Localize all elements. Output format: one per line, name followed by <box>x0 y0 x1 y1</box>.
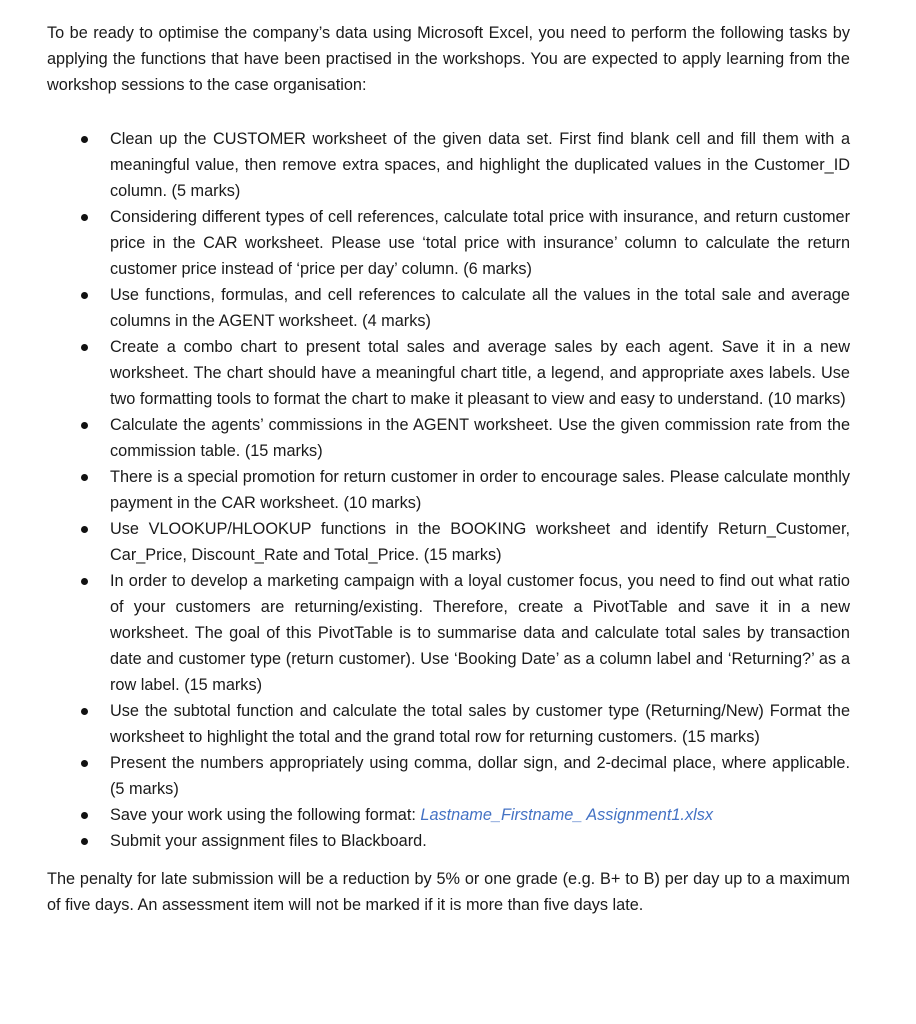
task-item <box>47 204 850 282</box>
task-text: Use VLOOKUP/HLOOKUP functions in the BOOKING worksheet and identify Return_Customer, Car_Price, Discount_Rate and Total_Price. (15 marks) <box>110 520 850 564</box>
task-text: Submit your assignment files to Blackboard. <box>110 832 427 850</box>
task-item <box>47 126 850 204</box>
bullet-icon <box>81 344 88 351</box>
task-text: Calculate the agents’ commissions in the AGENT worksheet. Use the given commission rate from the commission table. (15 marks) <box>110 416 850 460</box>
task-text: Considering different types of cell references, calculate total price with insurance, and return customer price in the CAR worksheet. Please use ‘total price with insurance’ column to calculate the return customer price instead of ‘price per day’ column. (6 marks) <box>110 208 850 278</box>
save-task-prefix: Save your work using the following format: <box>110 806 421 824</box>
task-list <box>47 126 850 854</box>
task-item <box>47 750 850 802</box>
task-item <box>47 568 850 698</box>
save-task-item <box>47 802 850 828</box>
task-item <box>47 516 850 568</box>
task-item <box>47 698 850 750</box>
bullet-icon <box>81 292 88 299</box>
bullet-icon <box>81 214 88 221</box>
task-item <box>47 282 850 334</box>
task-item <box>47 412 850 464</box>
bullet-icon <box>81 708 88 715</box>
task-text: Clean up the CUSTOMER worksheet of the given data set. First find blank cell and fill them with a meaningful value, then remove extra spaces, and highlight the duplicated values in the Customer_ID column. (5 marks) <box>110 130 850 200</box>
bullet-icon <box>81 526 88 533</box>
bullet-icon <box>81 422 88 429</box>
submit-task-item <box>47 828 850 854</box>
task-text: Present the numbers appropriately using comma, dollar sign, and 2-decimal place, where applicable. (5 marks) <box>110 754 850 798</box>
task-text: Use functions, formulas, and cell references to calculate all the values in the total sale and average columns in the AGENT worksheet. (4 marks) <box>110 286 850 330</box>
task-item <box>47 334 850 412</box>
task-text: In order to develop a marketing campaign with a loyal customer focus, you need to find out what ratio of your customers are returning/existing. Therefore, create a PivotTable and save it in a new worksheet. The goal of this PivotTable is to summarise data and calculate total sales by transaction date and customer type (return customer). Use ‘Booking Date’ as a column label and ‘Returning?’ as a row label. (15 marks) <box>110 572 850 694</box>
bullet-icon <box>81 474 88 481</box>
bullet-icon <box>81 578 88 585</box>
bullet-icon <box>81 136 88 143</box>
task-text: Use the subtotal function and calculate the total sales by customer type (Returning/New) Format the worksheet to highlight the total and the grand total row for returning customers. (15 marks) <box>110 702 850 746</box>
intro-paragraph: To be ready to optimise the company’s data using Microsoft Excel, you need to perform the following tasks by applying the functions that have been practised in the workshops. You are expected to apply learning from the workshop sessions to the case organisation: <box>47 24 850 94</box>
task-item <box>47 464 850 516</box>
bullet-icon <box>81 838 88 845</box>
bullet-icon <box>81 812 88 819</box>
penalty-paragraph: The penalty for late submission will be a reduction by 5% or one grade (e.g. B+ to B) per day up to a maximum of five days. An assessment item will not be marked if it is more than five days late. <box>47 870 850 914</box>
task-text: Create a combo chart to present total sales and average sales by each agent. Save it in a new worksheet. The chart should have a meaningful chart title, a legend, and appropriate axes labels. Use two formatting tools to format the chart to make it pleasant to view and easy to understand. (10 marks) <box>110 338 850 408</box>
bullet-icon <box>81 760 88 767</box>
task-text: There is a special promotion for return customer in order to encourage sales. Please calculate monthly payment in the CAR worksheet. (10 marks) <box>110 468 850 512</box>
filename-format: Lastname_Firstname_ Assignment1.xlsx <box>420 806 713 824</box>
